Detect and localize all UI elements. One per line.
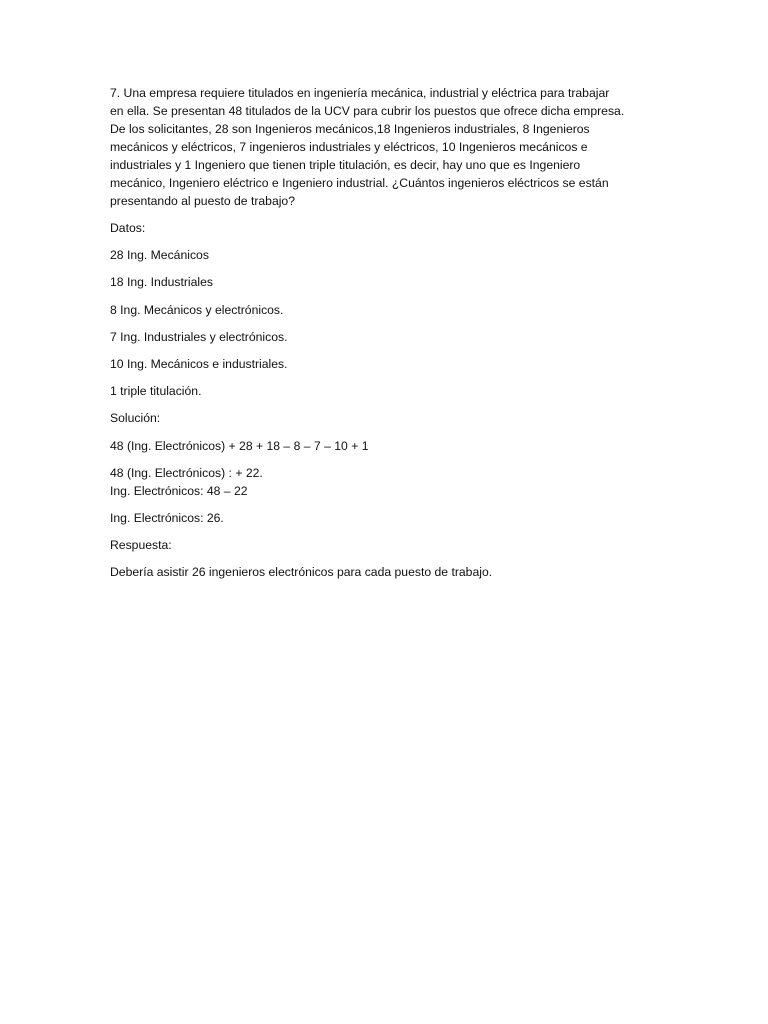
problem-line: mecánico, Ingeniero eléctrico e Ingeniero industrial. ¿Cuántos ingenieros eléctricos se están xyxy=(110,176,609,190)
datos-item: 1 triple titulación. xyxy=(110,384,202,399)
solucion-equation: Ing. Electrónicos: 48 – 22 xyxy=(110,483,248,498)
respuesta-heading: Respuesta: xyxy=(110,538,172,553)
solucion-equation: 48 (Ing. Electrónicos) : + 22. xyxy=(110,465,263,480)
respuesta-text: Debería asistir 26 ingenieros electrónicos para cada puesto de trabajo. xyxy=(110,565,493,580)
datos-item: 7 Ing. Industriales y electrónicos. xyxy=(110,329,288,344)
datos-item: 28 Ing. Mecánicos xyxy=(110,248,209,263)
solucion-result: Ing. Electrónicos: 26. xyxy=(110,510,224,525)
solucion-heading: Solución: xyxy=(110,411,161,426)
problem-line: mecánicos y eléctricos, 7 ingenieros industriales y eléctricos, 10 Ingenieros mecánicos e xyxy=(110,140,588,154)
datos-item: 10 Ing. Mecánicos e industriales. xyxy=(110,356,288,371)
problem-line: presentando al puesto de trabajo? xyxy=(110,194,295,208)
problem-line: industriales y 1 Ingeniero que tienen triple titulación, es decir, hay uno que es Ingeniero xyxy=(110,158,581,172)
solucion-equation: 48 (Ing. Electrónicos) + 28 + 18 – 8 – 7 – 10 + 1 xyxy=(110,438,369,453)
problem-line: De los solicitantes, 28 son Ingenieros mecánicos,18 Ingenieros industriales, 8 Ingenieros xyxy=(110,122,590,136)
datos-item: 18 Ing. Industriales xyxy=(110,275,213,290)
document-page xyxy=(110,84,670,590)
problem-line: en ella. Se presentan 48 titulados de la UCV para cubrir los puestos que ofrece dicha empresa. xyxy=(110,104,625,118)
problem-line: 7. Una empresa requiere titulados en ingeniería mecánica, industrial y eléctrica para trabajar xyxy=(110,86,610,100)
datos-item: 8 Ing. Mecánicos y electrónicos. xyxy=(110,302,284,317)
datos-heading: Datos: xyxy=(110,221,146,235)
problem-statement xyxy=(110,84,670,210)
solucion-equation-block xyxy=(110,464,670,500)
